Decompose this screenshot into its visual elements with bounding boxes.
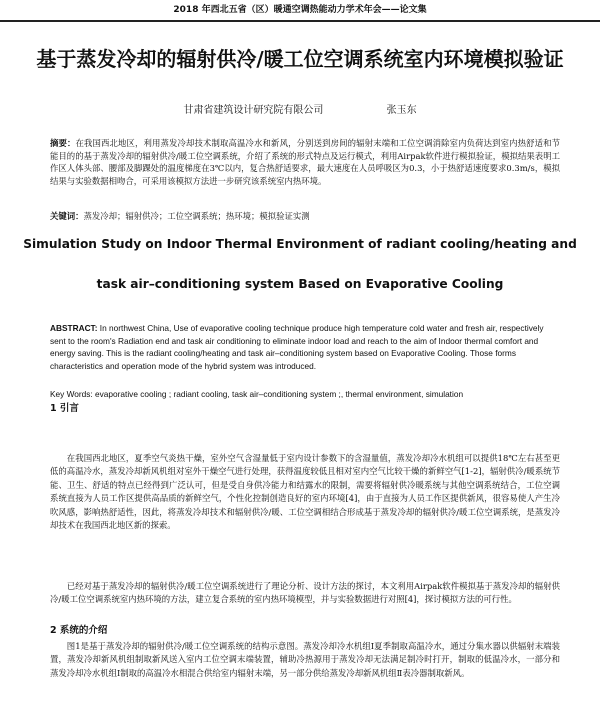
section-2-title: 2 系统的介绍	[50, 625, 108, 636]
keywords-label: 关键词：	[50, 211, 84, 221]
keywords-chinese	[50, 210, 560, 222]
paragraph-1: 在我国西北地区，夏季空气炎热干燥，室外空气含湿量低于室内设计参数下的含湿量值，蒸发冷却冷水机组可以提供18℃左右甚至更低的高温冷水，蒸发冷却新风机组对室外干燥空气进行处理，获得温度较低且相对室内空气比较干燥的新鲜空气[1-2]，辐射供冷/暖系统节能、卫生、舒适的特点已经得到广泛认可，但是受自身供冷能力和结露水的限制，需要将辐射供冷暖系统与其他空调系统结合，工位空调系统直接为人员工作区提供高品质的新鲜空气，个性化控制创造良好的室内环境[4]，由于直接为人员工作区提供新风，很容易使人产生冷吹风感，影响热舒适性，因此，将蒸发冷却技术和辐射供冷/暖、工位空调相结合形成基于蒸发冷却的辐射供冷/暖工位空调系统，是蒸发冷却技术在我国西北地区新的探索。	[50, 453, 560, 531]
paragraph-2: 已经对基于蒸发冷却的辐射供冷/暖工位空调系统进行了理论分析、设计方法的探讨，本文利用Airpak软件模拟基于蒸发冷却的辐射供冷/暖工位空调系统室内热环境的方法，建立复合系统的室内热环境模型，并与实验数据进行对照[4]，探讨模拟方法的可行性。	[50, 581, 560, 605]
section-1-title: 1 引言	[50, 403, 79, 414]
page-header: 2018 年西北五省（区）暖通空调热能动力学术年会——论文集	[0, 0, 600, 22]
keywords-en-text: evaporative cooling ; radiant cooling, task air–conditioning system ;, thermal environment, simulation	[95, 389, 464, 399]
abstract-en-label: ABSTRACT:	[50, 323, 98, 333]
keywords-text: 蒸发冷却；辐射供冷；工位空调系统；热环境；模拟验证实测	[83, 211, 310, 221]
abstract-en-text: In northwest China, Use of evaporative cooling technique produce high temperature cold water and fresh air, respectively sent to the room's Radiation end and task air conditioning to eliminate indoor load and reach to the aim of Indoor thermal comfort and energy saving. This is the radiant cooling/heating and task air–conditioning system based on Evaporative Cooling. Those forms characteristics and operation mode of the hybrid system was introduced.	[50, 323, 544, 371]
abstract-english	[50, 322, 560, 372]
paper-title: 基于蒸发冷却的辐射供冷/暖工位空调系统室内环境模拟验证	[36, 47, 564, 71]
english-title	[20, 230, 580, 298]
english-title-line2: task air–conditioning system Based on Evaporative Cooling	[96, 277, 504, 291]
affiliation: 甘肃省建筑设计研究院有限公司	[183, 105, 324, 116]
english-title-line1: Simulation Study on Indoor Thermal Environment of radiant cooling/heating and	[23, 237, 577, 251]
keywords-english	[50, 388, 570, 400]
abstract-text: 在我国西北地区，利用蒸发冷却技术制取高温冷水和新风，分别送到房间的辐射末端和工位空调消除室内负荷达到室内热舒适和节能目的的基于蒸发冷却的辐射供冷/暖工位空调系统，介绍了系统的形式特点及运行模式，利用Airpak软件进行模拟验证，模拟结果表明工作区人体头部、腰部及脚踝处的温度梯度在3℃以内，复合热舒适要求，最大速度在人员呼吸区为0.3，小于热舒适速度要求0.3m/s，模拟结果与实验数据相吻合，可采用该模拟方法进一步研究该系统室内热环境。	[50, 138, 561, 186]
abstract-label: 摘要：	[50, 138, 76, 148]
author-name: 张玉东	[386, 105, 417, 116]
keywords-en-label: Key Words:	[50, 389, 93, 399]
author-line	[0, 104, 600, 118]
abstract-chinese	[50, 137, 560, 187]
paragraph-3: 图1是基于蒸发冷却的辐射供冷/暖工位空调系统的结构示意图。蒸发冷却冷水机组Ⅰ夏季制取高温冷水，通过分集水器以供辐射末端装置，蒸发冷却新风机组制取新风送入室内工位空调末端装置，辅助冷热源用于蒸发冷却无法满足制冷时打开，制取的低温冷水，一部分和蒸发冷却冷水机组Ⅰ制取的高温冷水相混合供给室内辐射末端，另一部分供给蒸发冷却新风机组Ⅱ表冷器制取新风。	[50, 641, 560, 678]
